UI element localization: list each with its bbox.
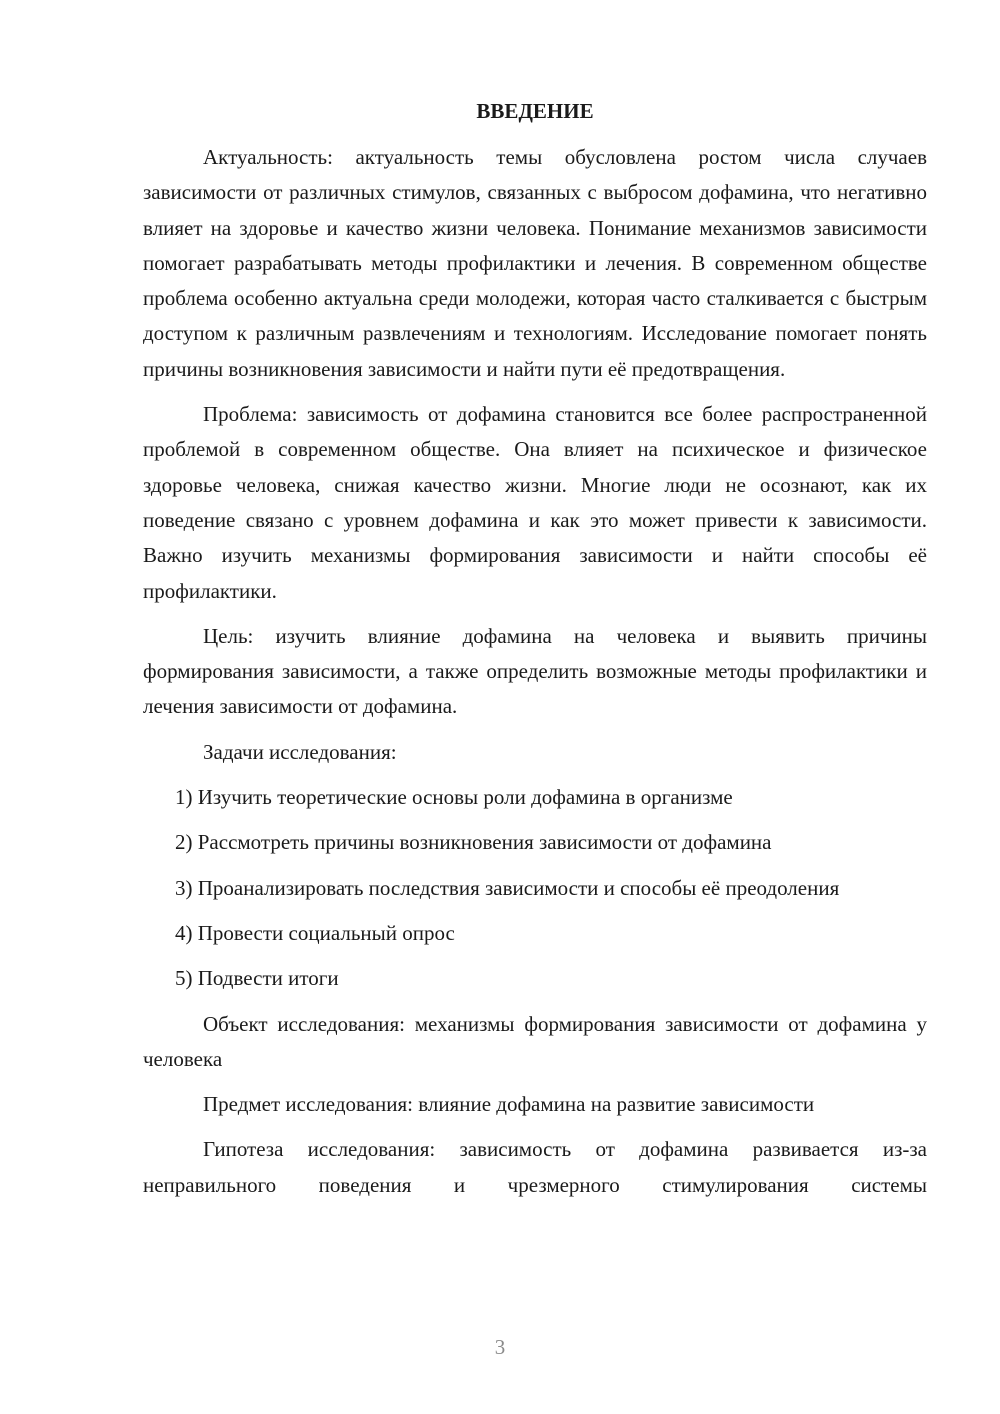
task-item-5: 5) Подвести итоги [175,966,339,991]
subject-paragraph: Предмет исследования: влияние дофамина на развитие зависимости [203,1092,815,1117]
page-number: 3 [494,1335,506,1359]
task-item-3: 3) Проанализировать последствия зависимости и способы её преодоления [175,875,840,900]
problem-paragraph: Проблема: зависимость от дофамина становится все более распространенной проблемой в современном обществе. Она влияет на психическое и физическое здоровье человека, снижая качество жизни. Многие люди не осознают, как их поведение связано с уровнем дофамина и как это может привести к зависимости. Важно изучить механизмы формирования зависимости и найти способы её профилактики. [143,402,927,603]
section-heading: ВВЕДЕНИЕ [476,99,594,123]
object-paragraph: Объект исследования: механизмы формирования зависимости от дофамина у человека [143,1011,927,1071]
task-item-4: 4) Провести социальный опрос [175,920,455,945]
relevance-paragraph: Актуальность: актуальность темы обусловлена ростом числа случаев зависимости от различных стимулов, связанных с выбросом дофамина, что негативно влияет на здоровье и качество жизни человека. Понимание механизмов зависимости помогает разрабатывать методы профилактики и лечения. В современном обществе проблема особенно актуальна среди молодежи, которая часто сталкивается с быстрым доступом к различным развлечениям и технологиям. Исследование помогает понять причины возникновения зависимости и найти пути её предотвращения. [143,145,927,381]
goal-paragraph: Цель: изучить влияние дофамина на человека и выявить причины формирования зависимости, а также определить возможные методы профилактики и лечения зависимости от дофамина. [143,623,927,719]
tasks-title: Задачи исследования: [203,739,397,764]
hypothesis-paragraph: Гипотеза исследования: зависимость от дофамина развивается из-за неправильного поведения и чрезмерного стимулирования системы [143,1137,927,1197]
document-page [143,96,927,1213]
task-item-2: 2) Рассмотреть причины возникновения зависимости от дофамина [175,830,772,855]
task-item-1: 1) Изучить теоретические основы роли дофамина в организме [175,785,733,810]
